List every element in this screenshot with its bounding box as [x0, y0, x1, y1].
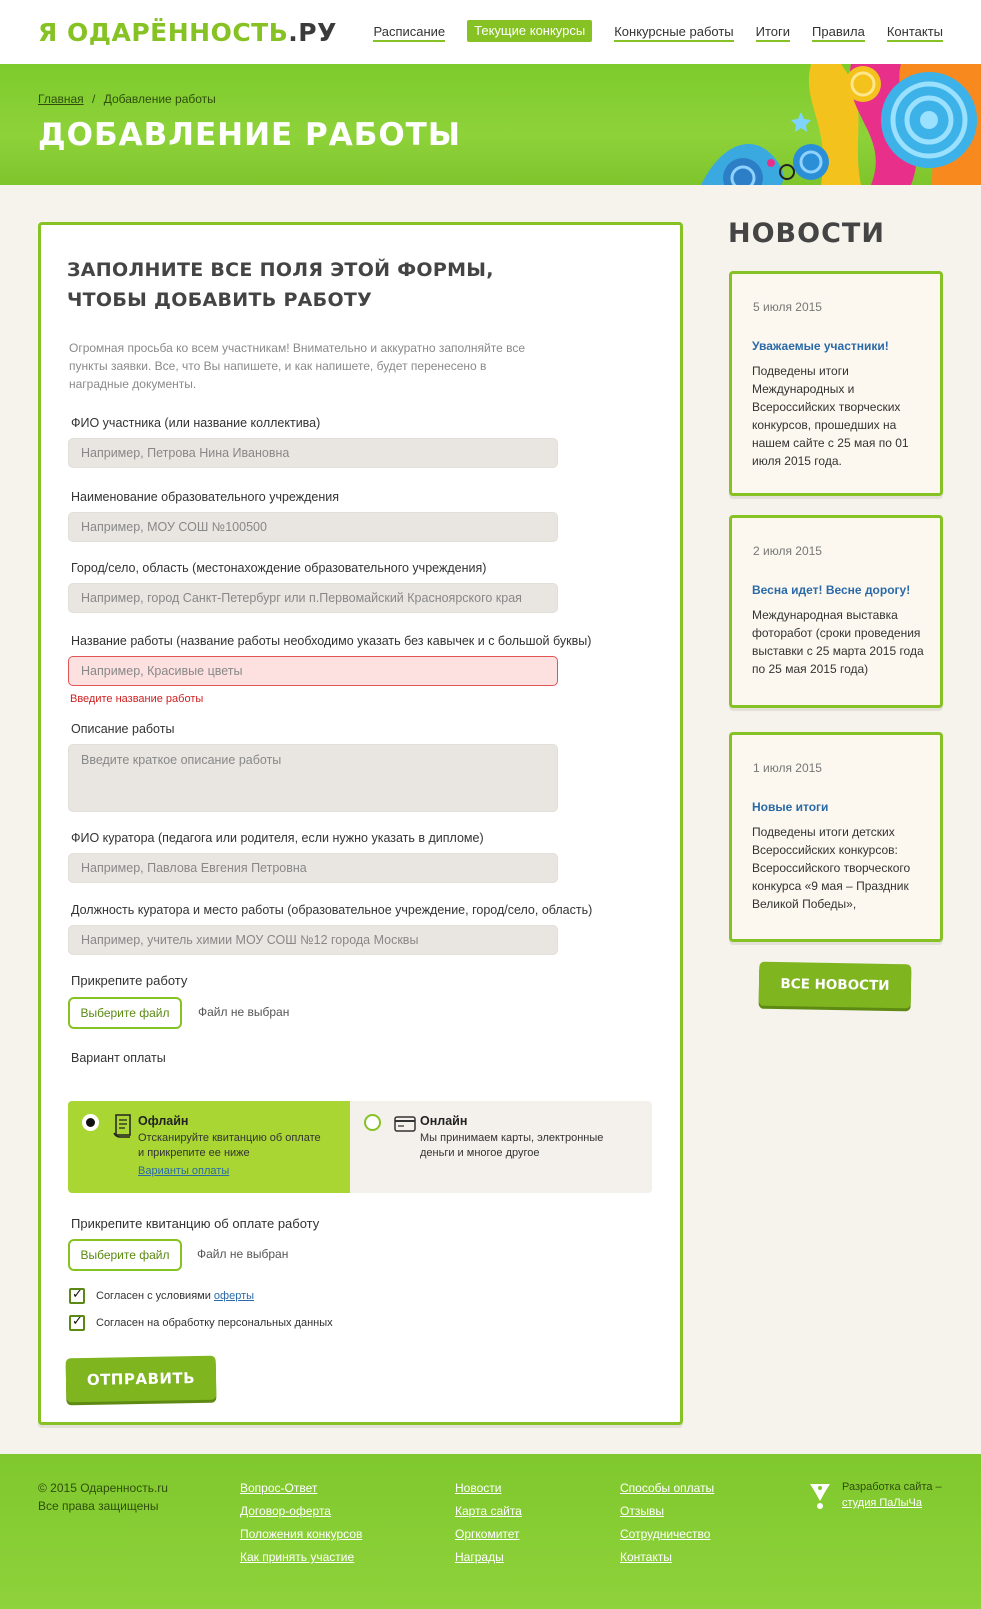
work-title-input[interactable]: Например, Красивые цветы — [68, 656, 558, 686]
news-date: 1 июля 2015 — [753, 761, 822, 775]
footer-links-col-3 — [620, 1479, 714, 1571]
footer-link-offer[interactable]: Договор-оферта — [240, 1504, 331, 1518]
payment-options — [68, 1101, 652, 1193]
footer-link-regulations[interactable]: Положения конкурсов — [240, 1527, 363, 1541]
footer-link-faq[interactable]: Вопрос-Ответ — [240, 1481, 318, 1495]
offline-name: Офлайн — [138, 1114, 189, 1128]
news-title-link[interactable]: Весна идет! Весне дорогу! — [752, 583, 911, 597]
agree-offer-checkbox[interactable] — [69, 1288, 85, 1304]
attach-receipt-label: Прикрепите квитанцию об оплате работу — [71, 1216, 320, 1231]
news-heading: НОВОСТИ — [728, 218, 885, 249]
attach-work-status: Файл не выбран — [198, 1005, 290, 1019]
online-desc: Мы принимаем карты, электронные деньги и многое другое — [420, 1132, 604, 1159]
offline-desc: Отсканируйте квитанцию об оплате и прикрепите ее ниже — [138, 1132, 321, 1159]
breadcrumb-current: Добавление работы — [103, 92, 216, 106]
institution-input[interactable]: Например, МОУ СОШ №100500 — [68, 512, 558, 542]
footer-link-awards[interactable]: Награды — [455, 1550, 504, 1564]
logo-main: Я ОДАРЁННОСТЬ — [38, 18, 289, 47]
footer-link-reviews[interactable]: Отзывы — [620, 1504, 664, 1518]
online-name: Онлайн — [420, 1114, 468, 1128]
developer-credit — [842, 1479, 942, 1511]
agree-offer-label — [96, 1290, 254, 1302]
footer-link-cooperation[interactable]: Сотрудничество — [620, 1527, 711, 1541]
news-card[interactable] — [729, 271, 943, 496]
news-card[interactable] — [729, 732, 943, 942]
payment-option-offline[interactable] — [68, 1101, 350, 1193]
footer-link-contacts[interactable]: Контакты — [620, 1550, 672, 1564]
news-date: 5 июля 2015 — [753, 300, 822, 314]
hero-banner — [0, 64, 981, 185]
copyright-text: © 2015 Одаренность.ru — [38, 1481, 168, 1495]
card-icon — [394, 1115, 416, 1133]
nav-contacts[interactable]: Контакты — [887, 22, 943, 42]
curator-input[interactable]: Например, Павлова Евгения Петровна — [68, 853, 558, 883]
participant-name-input[interactable]: Например, Петрова Нина Ивановна — [68, 438, 558, 468]
nav-current-contests[interactable]: Текущие конкурсы — [467, 20, 592, 42]
site-logo[interactable] — [38, 18, 337, 47]
add-work-form — [38, 222, 683, 1425]
nav-schedule[interactable]: Расписание — [373, 22, 445, 42]
news-text: Подведены итоги Международных и Всероссийских творческих конкурсов, прошедших на нашем сайте с 25 мая по 01 июля 2015 года. — [752, 364, 909, 468]
attach-receipt-button[interactable]: Выберите файл — [68, 1239, 182, 1271]
decorative-swirls-illustration — [661, 64, 981, 185]
footer-links-col-2 — [455, 1479, 522, 1571]
footer-link-news[interactable]: Новости — [455, 1481, 502, 1495]
dev-text: Разработка сайта – — [842, 1481, 942, 1493]
header — [0, 0, 981, 64]
attach-work-button[interactable]: Выберите файл — [68, 997, 182, 1029]
news-text: Международная выставка фоторабот (сроки проведения выставки с 25 марта 2015 года по 25 мая 2015 года) — [752, 608, 924, 676]
breadcrumb-home[interactable]: Главная — [38, 92, 84, 106]
main-nav — [351, 22, 943, 42]
news-card[interactable] — [729, 515, 943, 708]
rights-text: Все права защищены — [38, 1499, 159, 1513]
attach-work-label: Прикрепите работу — [71, 973, 188, 988]
footer-link-payment-methods[interactable]: Способы оплаты — [620, 1481, 715, 1495]
receipt-icon — [112, 1113, 134, 1139]
payment-option-online[interactable] — [350, 1101, 632, 1193]
online-radio[interactable] — [364, 1114, 381, 1131]
news-text: Подведены итоги детских Всероссийских конкурсов: Всероссийского творческого конкурса «9 мая – Праздник Великой Победы», — [752, 825, 911, 911]
curator-label: ФИО куратора (педагога или родителя, если нужно указать в дипломе) — [71, 831, 484, 845]
breadcrumb — [38, 92, 216, 106]
offline-radio[interactable] — [82, 1114, 99, 1131]
description-textarea[interactable]: Введите краткое описание работы — [68, 744, 558, 812]
curator-position-input[interactable]: Например, учитель химии МОУ СОШ №12 города Москвы — [68, 925, 558, 955]
footer-link-how-to-participate[interactable]: Как принять участие — [240, 1550, 355, 1564]
news-date: 2 июля 2015 — [753, 544, 822, 558]
institution-label: Наименование образовательного учреждения — [71, 490, 339, 504]
news-title-link[interactable]: Уважаемые участники! — [752, 339, 889, 353]
curator-position-label: Должность куратора и место работы (образовательное учреждение, город/село, область) — [71, 903, 593, 917]
dev-studio-link[interactable]: студия ПаЛыЧа — [842, 1497, 922, 1509]
news-title-link[interactable]: Новые итоги — [752, 800, 829, 814]
submit-button[interactable]: ОТПРАВИТЬ — [66, 1356, 217, 1403]
payment-label: Вариант оплаты — [71, 1051, 166, 1065]
work-title-error: Введите название работы — [70, 693, 204, 705]
agree-data-checkbox[interactable] — [69, 1315, 85, 1331]
payment-options-link[interactable]: Варианты оплаты — [138, 1165, 230, 1177]
form-title: ЗАПОЛНИТЕ ВСЕ ПОЛЯ ЭТОЙ ФОРМЫ, ЧТОБЫ ДОБАВИТЬ РАБОТУ — [67, 259, 494, 311]
city-input[interactable]: Например, город Санкт-Петербург или п.Первомайский Красноярского края — [68, 583, 558, 613]
offer-link[interactable]: оферты — [213, 1290, 255, 1302]
agree-offer-text: Согласен с условиями — [96, 1290, 214, 1302]
nav-contest-works[interactable]: Конкурсные работы — [614, 22, 733, 42]
participant-name-label: ФИО участника (или название коллектива) — [71, 416, 321, 430]
footer — [0, 1454, 981, 1609]
logo-domain: .РУ — [288, 18, 337, 47]
city-label: Город/село, область (местонахождение образовательного учреждения) — [71, 561, 487, 575]
agree-data-label: Согласен на обработку персональных данных — [96, 1317, 333, 1329]
footer-link-sitemap[interactable]: Карта сайта — [455, 1504, 522, 1518]
page-title: ДОБАВЛЕНИЕ РАБОТЫ — [38, 117, 461, 153]
description-label: Описание работы — [71, 722, 175, 736]
form-note: Огромная просьба ко всем участникам! Внимательно и аккуратно заполняйте все пункты заявки. Все, что Вы напишете, и как напишете, будет перенесено в наградные документы. — [69, 341, 526, 391]
footer-link-committee[interactable]: Оргкомитет — [455, 1527, 520, 1541]
footer-copyright — [38, 1479, 168, 1515]
studio-logo-icon — [808, 1481, 832, 1511]
work-title-label: Название работы (название работы необходимо указать без кавычек и с большой буквы) — [71, 634, 592, 648]
breadcrumb-separator: / — [92, 92, 96, 106]
footer-links-col-1 — [240, 1479, 362, 1571]
attach-receipt-status: Файл не выбран — [197, 1247, 289, 1261]
nav-rules[interactable]: Правила — [812, 22, 865, 42]
nav-results[interactable]: Итоги — [756, 22, 790, 42]
all-news-button[interactable]: ВСЕ НОВОСТИ — [759, 962, 912, 1009]
